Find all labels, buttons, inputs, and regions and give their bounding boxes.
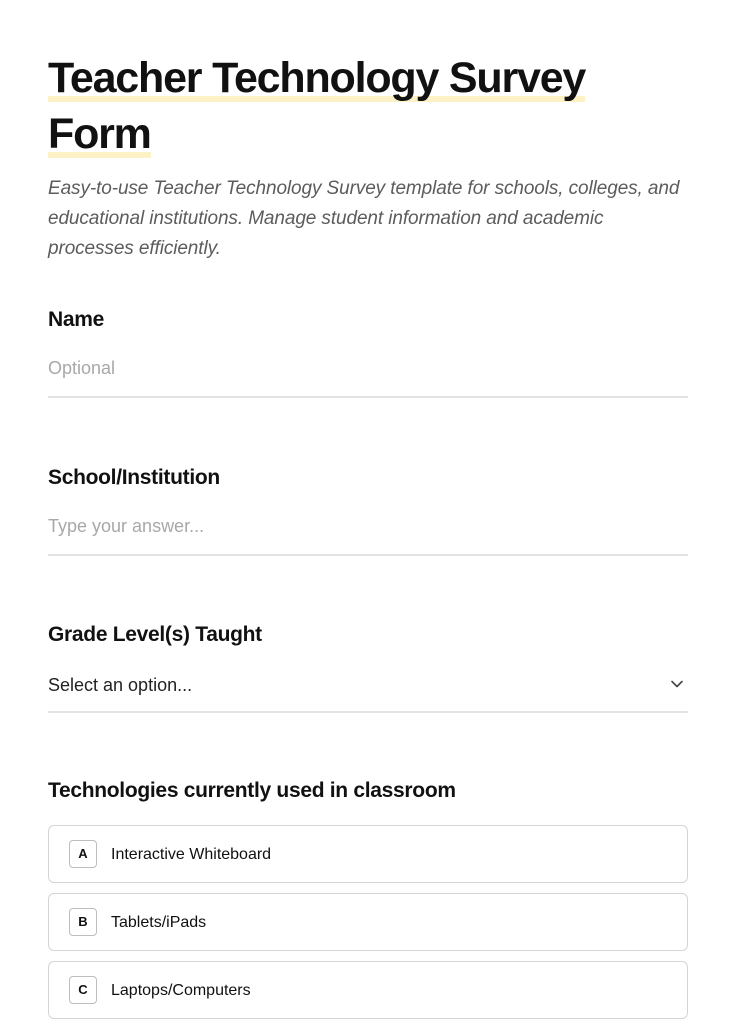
grade-select-value: Select an option... <box>48 675 193 695</box>
option-laptops-computers[interactable] <box>48 961 688 1019</box>
grade-field-group <box>48 621 688 713</box>
form-title-line-2: Form <box>48 110 151 158</box>
option-label: Tablets/iPads <box>111 914 207 931</box>
school-field-group <box>48 464 688 556</box>
school-input[interactable] <box>48 512 688 556</box>
form-title-line-1: Teacher Technology Survey <box>48 54 586 102</box>
survey-form <box>48 0 688 999</box>
form-title <box>48 0 688 162</box>
name-input[interactable] <box>48 354 688 398</box>
form-description: Easy-to-use Teacher Technology Survey template for schools, colleges, and educational institutions. Manage student information and academic processes efficiently. <box>48 178 680 259</box>
option-tablets-ipads[interactable] <box>48 893 688 951</box>
technologies-options <box>48 825 688 1019</box>
grade-select[interactable] <box>48 669 688 713</box>
option-key-badge: C <box>69 976 97 1004</box>
name-label: Name <box>48 308 104 331</box>
chevron-down-icon <box>670 677 684 691</box>
school-label: School/Institution <box>48 466 220 489</box>
option-interactive-whiteboard[interactable] <box>48 825 688 883</box>
technologies-label: Technologies currently used in classroom <box>48 779 456 802</box>
name-field-group <box>48 306 688 398</box>
technologies-field-group <box>48 777 688 1029</box>
option-key-badge: B <box>69 908 97 936</box>
option-label: Interactive Whiteboard <box>111 846 272 863</box>
option-label: Laptops/Computers <box>111 982 251 999</box>
grade-label: Grade Level(s) Taught <box>48 623 262 646</box>
option-key-badge: A <box>69 840 97 868</box>
